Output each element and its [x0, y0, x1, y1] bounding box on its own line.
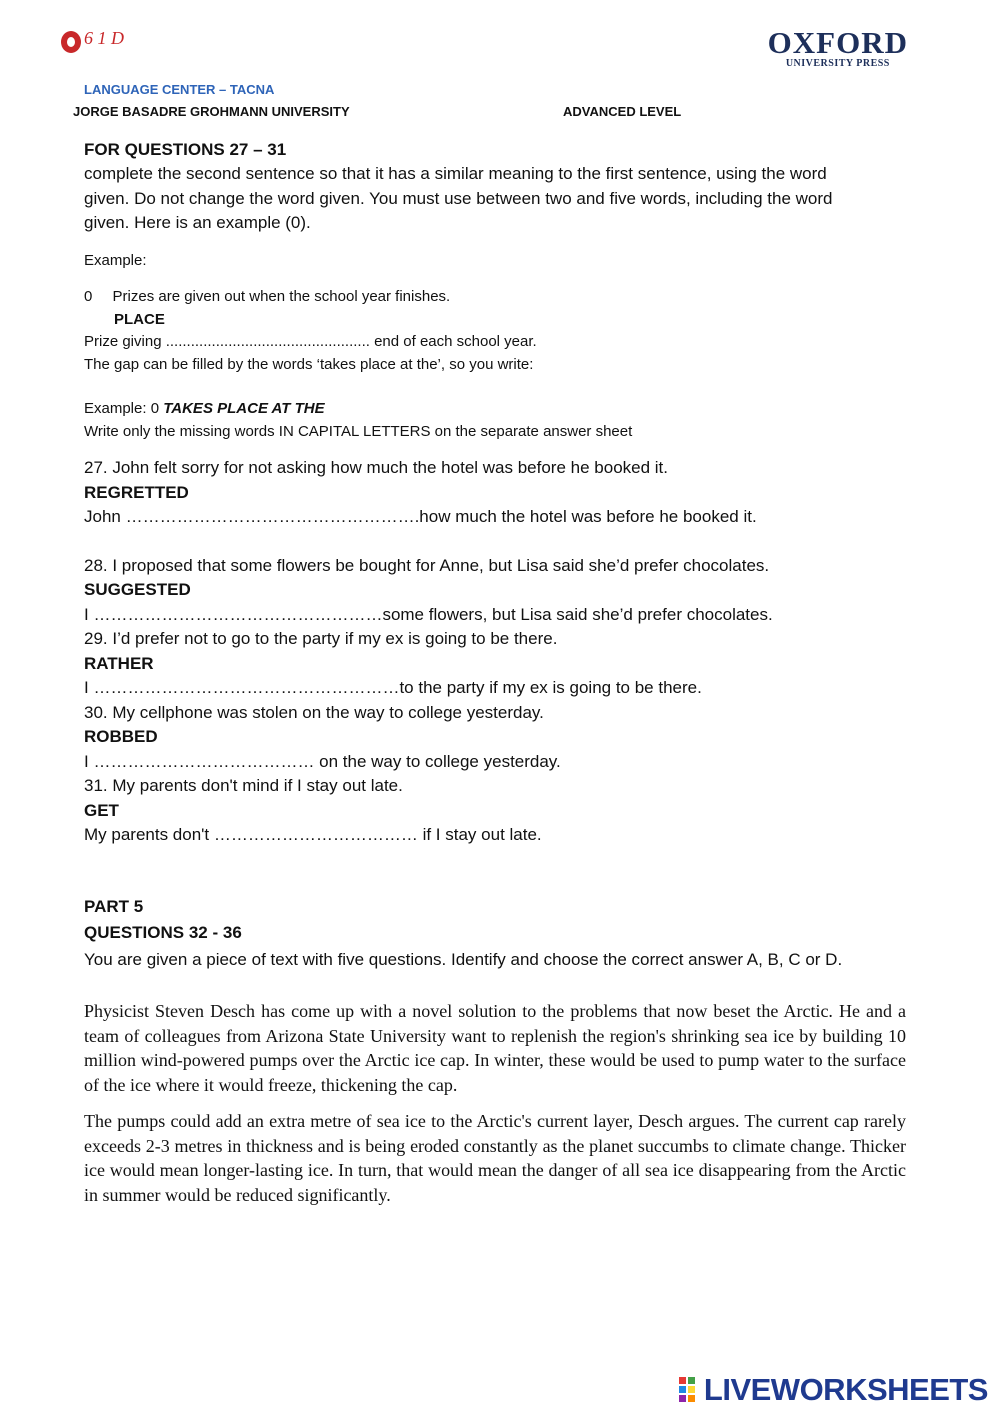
question-gapped: I ………………………………………………to the party if my ex is going to be there. [84, 678, 702, 697]
question-gapped: I ………………………………… on the way to college yesterday. [84, 751, 561, 771]
example-block [84, 286, 914, 443]
question-gapped: I ……………………………………………some flowers, but Lisa said she’d prefer chocolates. [84, 604, 773, 624]
question-keyword: GET [84, 800, 119, 820]
question-28 [84, 554, 914, 628]
part5-subtitle: QUESTIONS 32 - 36 [84, 922, 242, 942]
worksheet-content [84, 138, 914, 1207]
question-sentence: 30. My cellphone was stolen on the way to college yesterday. [84, 702, 544, 722]
question-30 [84, 701, 914, 775]
question-gapped: My parents don't ……………………………… if I stay out late. [84, 825, 542, 844]
university-name: JORGE BASADRE GROHMANN UNIVERSITY [73, 104, 350, 119]
question-sentence: 29. I’d prefer not to go to the party if my ex is going to be there. [84, 629, 558, 648]
example-gapped: Prize giving ................................................. end of each school year. [84, 333, 537, 350]
logo-lettering: 6 1 D [84, 28, 124, 48]
part4-heading: FOR QUESTIONS 27 – 31 [84, 140, 287, 159]
institute-logo [58, 22, 148, 58]
language-center: LANGUAGE CENTER – TACNA [84, 82, 275, 97]
part5-title: PART 5 [84, 896, 144, 916]
question-gapped: John …………………………………………….how much the hotel was before he booked it. [84, 507, 757, 526]
part5-instructions: You are given a piece of text with five questions. Identify and choose the correct answer A, B, C or D. [84, 949, 843, 969]
question-27 [84, 456, 914, 530]
question-keyword: REGRETTED [84, 482, 189, 502]
example-number: 0 [84, 288, 93, 305]
example-sentence-row [84, 286, 914, 309]
publisher-sub: UNIVERSITY PRESS [785, 58, 890, 69]
part4-instructions: complete the second sentence so that it has a similar meaning to the first sentence, using the word given. Do not change the word given. You must use between two and five words, including the word given. Here is an example (0). [84, 164, 833, 232]
example-keyword: PLACE [114, 310, 165, 328]
question-sentence: 31. My parents don't mind if I stay out late. [84, 776, 403, 795]
question-31 [84, 774, 914, 848]
question-keyword: SUGGESTED [84, 580, 191, 599]
question-keyword: RATHER [84, 653, 154, 673]
example-label: Example: [84, 251, 147, 269]
question-keyword: ROBBED [84, 727, 158, 746]
answer-sheet-note: Write only the missing words IN CAPITAL LETTERS on the separate answer sheet [84, 422, 633, 440]
reading-paragraph-1: Physicist Steven Desch has come up with a novel solution to the problems that now beset the Arctic. He and a team of colleagues from Arizona State University want to replenish the region's shrinking sea ice by building 10 million wind-powered pumps over the Arctic ice cap. In winter, these would be used to pump water to the surface of the ice where it would freeze, thickening the cap. [84, 1001, 906, 1095]
example-answer-prefix: Example: 0 [84, 400, 164, 417]
reading-paragraph-2: The pumps could add an extra metre of sea ice to the Arctic's current layer, Desch argues. The current cap rarely exceeds 2-3 metres in thickness and is being eroded constantly as the planet succumbs to climate change. Thicker ice would mean longer-lasting ice. In turn, that would mean the danger of all sea ice disappearing from the Arctic in summer would be reduced significantly. [84, 1111, 906, 1205]
example-explanation: The gap can be filled by the words ‘takes place at the’, so you write: [84, 355, 534, 373]
liveworksheets-icon [678, 1376, 704, 1404]
liveworksheets-logo [678, 1372, 988, 1408]
level-label: ADVANCED LEVEL [563, 104, 682, 119]
question-sentence: 28. I proposed that some flowers be bought for Anne, but Lisa said she’d prefer chocolates. [84, 555, 770, 575]
oxford-logo [767, 25, 908, 69]
example-answer: TAKES PLACE AT THE [163, 400, 325, 417]
example-answer-row [84, 398, 914, 421]
question-sentence: 27. John felt sorry for not asking how much the hotel was before he booked it. [84, 458, 669, 477]
publisher-name: OXFORD [767, 25, 908, 60]
question-29 [84, 627, 914, 701]
example-sentence: Prizes are given out when the school year finishes. [112, 288, 451, 305]
part5-section [84, 894, 914, 1208]
liveworksheets-brand: LIVEWORKSHEETS [703, 1372, 988, 1407]
